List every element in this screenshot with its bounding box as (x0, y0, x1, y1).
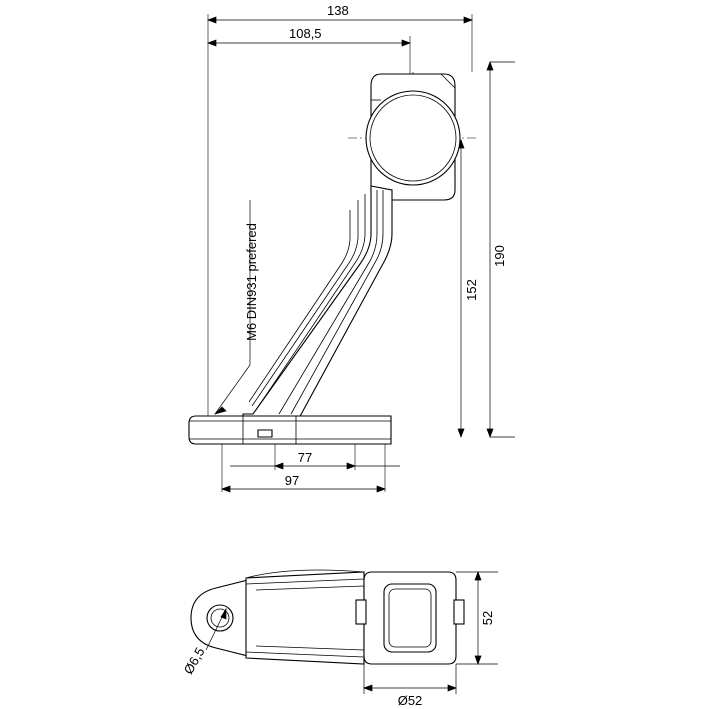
lamp-head-assembly (366, 74, 460, 200)
dimension-77 (230, 463, 400, 469)
base-plate (189, 416, 391, 444)
dimension-label-77: 77 (297, 450, 313, 465)
dimension-label-52: 52 (480, 610, 495, 626)
plan-view-part (191, 570, 464, 664)
dimension-label-152: 152 (464, 279, 479, 301)
dimension-label-diameter-52: Ø52 (397, 693, 423, 708)
dimension-label-97: 97 (284, 473, 300, 488)
dimension-label-138: 138 (327, 3, 349, 18)
note-m6-din931: M6 DIN931 prefered (244, 223, 259, 341)
bracket-arm (243, 186, 392, 420)
dimension-diameter-52 (364, 664, 456, 694)
dimension-label-190: 190 (492, 245, 507, 267)
dimension-label-diameter-6-5: Ø6,5 (180, 644, 208, 677)
dimension-97 (222, 486, 385, 492)
dimension-label-108-5: 108,5 (289, 26, 322, 41)
